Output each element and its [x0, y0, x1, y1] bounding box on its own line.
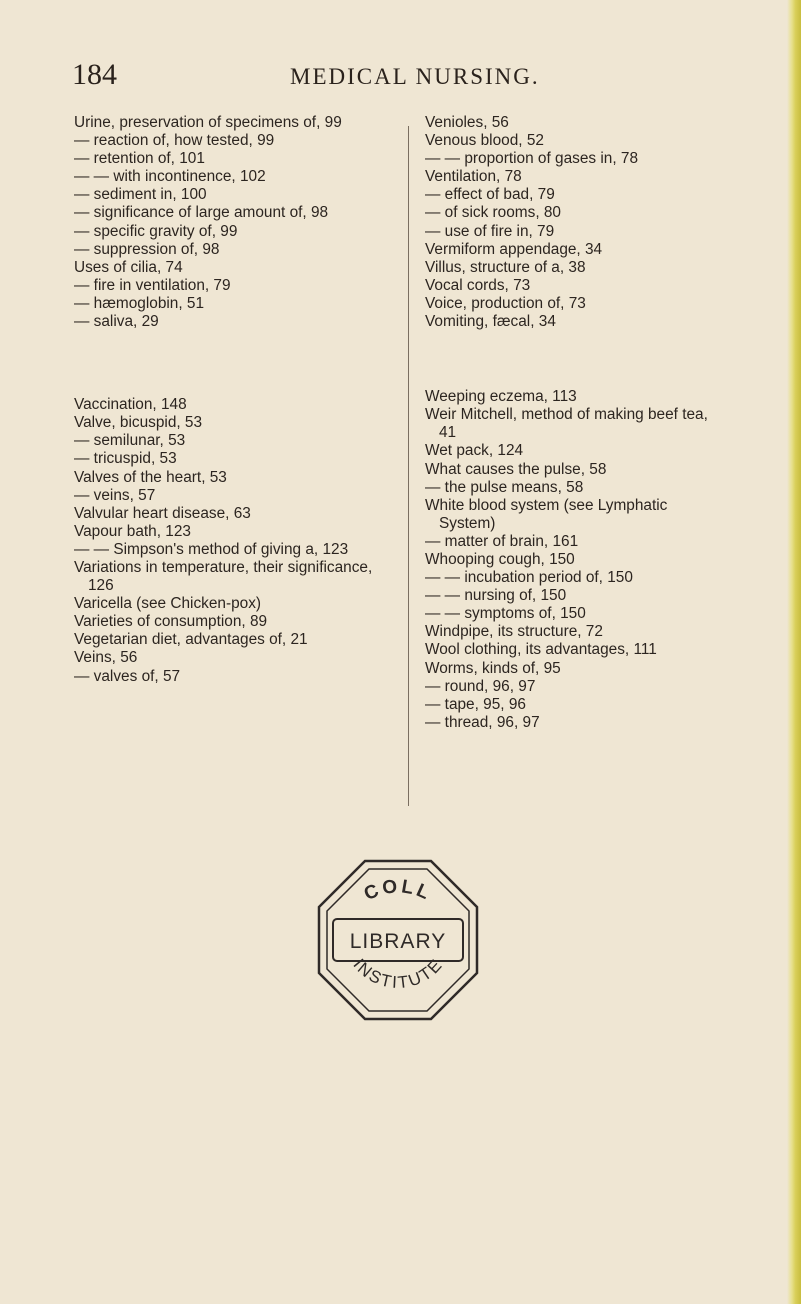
index-entry: — tape, 95, 96	[425, 695, 526, 713]
index-entry: Villus, structure of a, 38	[425, 258, 586, 276]
index-entry: Uses of cilia, 74	[74, 258, 183, 276]
index-entry: Valve, bicuspid, 53	[74, 414, 203, 432]
index-entry: — — incubation period of, 150	[425, 569, 633, 587]
index-entry: — matter of brain, 161	[425, 532, 579, 550]
index-entry: — semilunar, 53	[74, 432, 186, 450]
index-entry: — effect of bad, 79	[425, 186, 555, 204]
index-entry: — — proportion of gases in, 78	[425, 150, 639, 168]
index-entry: Venioles, 56	[425, 114, 509, 131]
index-entry: Vapour bath, 123	[74, 522, 191, 540]
index-entry: — fire in ventilation, 79	[74, 276, 231, 294]
index-entry: — hæmoglobin, 51	[74, 294, 205, 312]
stamp-center-text: LIBRARY	[349, 930, 447, 953]
column-divider	[408, 126, 409, 806]
index-entry: Valvular heart disease, 63	[74, 504, 251, 522]
stamp-top-text: COLL	[361, 876, 436, 906]
index-entry: Venous blood, 52	[425, 132, 544, 150]
index-entry: Vomiting, fæcal, 34	[425, 313, 556, 331]
index-entry: Worms, kinds of, 95	[425, 659, 561, 677]
stamp-bottom-text: INSTITUTE	[349, 954, 447, 993]
index-entry: — significance of large amount of, 98	[74, 204, 329, 222]
index-entry: — of sick rooms, 80	[425, 204, 561, 222]
index-entry: Windpipe, its structure, 72	[425, 623, 603, 641]
index-entry: Wool clothing, its advantages, 111	[425, 641, 657, 659]
index-entry: Vegetarian diet, advantages of, 21	[74, 631, 308, 649]
index-entry: Vocal cords, 73	[425, 276, 531, 294]
index-group-u	[74, 114, 399, 331]
page-number: 184	[72, 58, 117, 91]
index-column-left	[74, 114, 399, 686]
index-entry: Wet pack, 124	[425, 442, 524, 460]
index-column-right	[425, 114, 725, 732]
index-entry: Vermiform appendage, 34	[425, 240, 603, 258]
index-entry: Veins, 56	[74, 649, 138, 667]
index-entry: Variations in temperature, their significance, 126	[74, 558, 373, 595]
index-entry: Varieties of consumption, 89	[74, 613, 268, 631]
index-entry: — — Simpson's method of giving a, 123	[74, 540, 349, 558]
index-entry: Ventilation, 78	[425, 168, 522, 186]
index-entry: — valves of, 57	[74, 667, 181, 685]
index-entry: Varicella (see Chicken-pox)	[74, 595, 262, 613]
index-entry: What causes the pulse, 58	[425, 460, 607, 478]
library-stamp	[313, 855, 483, 1025]
index-entry: — specific gravity of, 99	[74, 222, 238, 240]
index-entry: — thread, 96, 97	[425, 713, 540, 731]
index-entry: White blood system (see Lymphatic System)	[425, 496, 668, 532]
index-entry: Voice, production of, 73	[425, 294, 586, 312]
index-entry: — sediment in, 100	[74, 186, 207, 204]
index-entry: Valves of the heart, 53	[74, 468, 227, 486]
index-entry: — suppression of, 98	[74, 240, 220, 258]
index-entry: — saliva, 29	[74, 313, 159, 331]
index-entry: — — nursing of, 150	[425, 587, 567, 605]
index-entry: — round, 96, 97	[425, 677, 536, 695]
index-entry: — use of fire in, 79	[425, 222, 555, 240]
page-header	[72, 58, 732, 98]
index-entry: — the pulse means, 58	[425, 478, 584, 496]
index-group-v	[74, 396, 399, 686]
index-entry: Whooping cough, 150	[425, 550, 575, 568]
index-entry: — retention of, 101	[74, 150, 205, 168]
index-entry: Vaccination, 148	[74, 396, 187, 414]
index-entry: — — symptoms of, 150	[425, 605, 586, 623]
index-entry: Urine, preservation of specimens of, 99	[74, 114, 342, 131]
page-edge	[787, 0, 801, 1304]
index-entry: — reaction of, how tested, 99	[74, 132, 275, 150]
index-entry: Weir Mitchell, method of making beef tea, 41	[425, 406, 708, 442]
index-group-w	[425, 388, 725, 732]
index-entry: — veins, 57	[74, 486, 156, 504]
index-entry: — tricuspid, 53	[74, 450, 177, 468]
index-entry: Weeping eczema, 113	[425, 388, 577, 406]
index-entry: — — with incontinence, 102	[74, 168, 266, 186]
index-group-v-cont	[425, 114, 725, 331]
running-title: MEDICAL NURSING.	[290, 64, 540, 89]
